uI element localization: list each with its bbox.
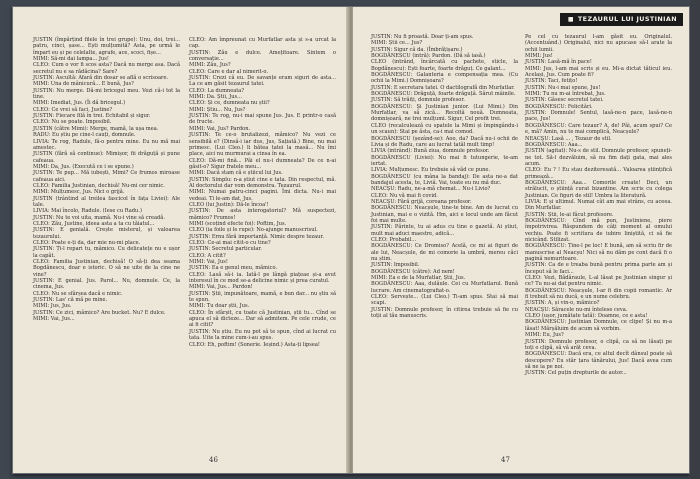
dialogue-line: JUSTIN: Te rog, nu-i mai spune Jus. Jus. E printr-o casă de fructe. bbox=[189, 113, 336, 126]
dialogue-line: CLEO: În sfârșit, cu toate că Justinian, știi tu... Cînd se apuca el să dicteze... Dar să admitem. Pe cele crude, ce ai fi citit? bbox=[189, 309, 336, 329]
dialogue-line: MIMI: Imediat, Jus. (Îi dă bricegul.) bbox=[33, 100, 126, 107]
left-column-2 bbox=[189, 37, 336, 348]
dialogue-line: CLEO: Servește... (Lui Cleo.) Ti-am spus. Stai să mai scapi. bbox=[371, 294, 518, 307]
dialogue-line: MIMI: Jus! bbox=[525, 53, 553, 60]
dialogue-line: JUSTIN: Imposibil. bbox=[371, 262, 420, 269]
dialogue-line: BOGDĂNESCU (șezând-se): Aoo, da? Dacă nu-i ochii de Livia și de Radu, care au lucrat tatăl mult timp! bbox=[371, 135, 518, 148]
dialogue-line: BOGDĂNESCU: Neacșule, I-ar fi din copii romantic. Ar fi trebuit să nu ducă, e un nume celebru. bbox=[525, 287, 672, 301]
dialogue-line: CLEO: Nu se sfârșea dacă e nimic. bbox=[33, 290, 123, 297]
dialogue-line: MIMI: Da. Știi, Jus... bbox=[189, 94, 242, 101]
dialogue-line: BOGDĂNESCU: Ține-l pe loc! E bună, am să scriu fir de manuscrise al Neacșu! Nici să nu dăm pe cont dacă fi o pagină nemuritoare. bbox=[525, 243, 672, 263]
dialogue-line: JUSTIN (către Mimi): Merge, mamă, la ușa mea. bbox=[33, 125, 159, 132]
dialogue-line: BOGDĂNESCU: Felicitări. bbox=[525, 103, 593, 110]
dialogue-line: MIMI: Zău, Jus? bbox=[189, 62, 231, 69]
dialogue-line: MIMI: Știi ce... Jus? bbox=[371, 40, 423, 47]
dialogue-line: JUSTIN: Găsesc secretul tatei. bbox=[525, 97, 604, 104]
dialogue-line: MIMI: Tu nu m-ai întrebat, Jus. bbox=[525, 91, 606, 98]
dialogue-line: JUSTIN: Las' că mă pe mine. bbox=[33, 297, 108, 304]
dialogue-line: LIVIA (intrând): Bună ziua, domnule profesor. bbox=[371, 148, 490, 155]
dialogue-line: CLEO: Familia Justinian, dechisă! Nu-mi cer nimic. bbox=[33, 182, 165, 189]
dialogue-line: BOGDĂNESCU: Justinian Domnule, ce clipe! Și nu m-a lăsat! Mărșăluim de acum să vorbim. bbox=[525, 319, 672, 332]
dialogue-line: CLEO (recalculează cu spatele la Mimi și împingându-i un scaun): Stai pe ăsta, ca-i mai comod. bbox=[371, 122, 518, 136]
dialogue-line: CLEO: Vezi, Bădăraule, L-al lăsat pe Justinian singur și ce? Tu nu-ai dat pentru nimic. bbox=[525, 275, 672, 288]
dialogue-line: JUSTIN: Nu-i mai spune, Jus! bbox=[525, 84, 601, 91]
dialogue-line: JUSTIN: Nu merge. Dă-mi bricegul meu. Vezi că-i tot la tine. bbox=[33, 87, 180, 101]
dialogue-line: BOGDĂNESCU (intră): Pardon. (Dă să iasă.) bbox=[371, 53, 486, 60]
header-bullet-icon: ■ bbox=[567, 16, 574, 23]
book-spread bbox=[12, 6, 690, 474]
running-header bbox=[560, 13, 683, 26]
dialogue-line: JUSTIN: Domnule! Sentul, lasă-ne-n pace, lasă-ne-n pace, Jus! bbox=[525, 110, 672, 123]
dialogue-line: BOGDĂNESCU: Cînd mă pun, Justiniene, piere împotrivirea. Răspundem de câți moment al omului vechiu. Poate fi scriitura de iubire liniștită, ci să fie nicicând. Stilizat. bbox=[525, 217, 672, 243]
dialogue-line: CLEO: Nu vă mai fi covid. bbox=[371, 192, 438, 199]
dialogue-line: CLEO: A citit? bbox=[189, 252, 226, 259]
dialogue-line: JUSTIN: Nu te voi uita, mamă. Nu-i vine să creadă. bbox=[33, 214, 165, 221]
dialogue-line: JUSTIN: Părinte, tu ai adus cu tine o gazetă. Ai știut, mult mai aduci maestre, adică... bbox=[371, 224, 518, 237]
dialogue-line: JUSTIN: Ascultă: Afară din dosar se află o scrisoare. bbox=[33, 75, 169, 82]
dialogue-line: JUSTIN: Ea e genul meu, mămico. bbox=[189, 265, 278, 272]
book-cover-edge bbox=[690, 0, 700, 479]
dialogue-line: BOGDĂNESCU (către): Ad nem! bbox=[371, 268, 455, 275]
dialogue-line: BOGDĂNESCU: Dacă era, ce altul decît dânsul poate să descopere? Eu stăr țara tânărului, Jus! Dacă avea cum să ne ia pe noi. bbox=[525, 351, 672, 370]
dialogue-line: CLEO (ușor, jumătate tată): Doamne, ce e asta! bbox=[525, 313, 648, 320]
dialogue-line: LIVIA: Mulțumesc. Eu trebuie să văd ce pune. bbox=[371, 167, 491, 174]
dialogue-line: BOGDĂNESCU (cu mâna la bandaj): De asta ne-a dat bandajul acesta, te, Liviă. Vai, toate eu nu mă duc. bbox=[371, 173, 518, 186]
dialogue-line: MIMI: Vai, Jus... bbox=[33, 316, 75, 323]
dialogue-line: MIMI: Să-mi dai lampa... Jus! bbox=[33, 56, 109, 63]
dialogue-line: JUSTIN: Taci, fetițo! bbox=[525, 78, 578, 85]
dialogue-line: JUSTIN: Te pup... Mă iubești, Mimi? Ce frumos miroase cafeaua aici. bbox=[33, 170, 180, 183]
dialogue-line: JUSTIN: De asta interogatoriul? Mă suspectezi, mămico? Frumos! bbox=[189, 208, 336, 221]
dialogue-line: JUSTIN: Lasă-mă în pace! bbox=[525, 59, 592, 66]
dialogue-line: MIMI: Vai, Jus! bbox=[189, 259, 228, 266]
dialogue-line: JUSTIN (trântind al treilea fascicol în fața Liviei): Ale tale. bbox=[33, 195, 180, 208]
dialogue-line: CLEO: Poate e-ți da, dar mie nu-mi place. bbox=[33, 240, 141, 246]
dialogue-line: NEACȘU: Fără grijă, coroana profesor. bbox=[371, 198, 472, 205]
dialogue-line: CLEO: Am împreunat cu Murfatlar asta și s-a urcat la cap. bbox=[189, 37, 336, 50]
dialogue-line: BOGDĂNESCU: Aaa... bbox=[525, 141, 583, 148]
dialogue-line: JUSTIN: A, și vin-o, mămico? bbox=[525, 300, 600, 307]
dialogue-line: JUSTIN: Domnule profesor, în citirea trebuie să fie cu toții al tău manuscris. bbox=[371, 306, 518, 320]
dialogue-line: Pe cel cu tezaurul l-am găsit eu. Originalul. (Accentuând.) Originalul, nici nu apucase să-l arate la ochii lumii. bbox=[525, 34, 672, 53]
dialogue-line: JUSTIN: E genială. Crește misterul, și valoarea tezaurului. bbox=[33, 227, 180, 240]
right-page bbox=[353, 7, 689, 473]
dialogue-line: JUSTIN: Știi, le-ai făcut profesore. bbox=[525, 211, 614, 218]
dialogue-line: BOGDĂNESCU (Liviei): Nu mai fi tutungerie, te-am iertat. bbox=[371, 154, 518, 167]
dialogue-line: BOGDĂNESCU: Neacșule, tine-te bine. Am de lucrat cu Justinian, mai e o vizită. Hm, aici e locul unde am făcut foi mai multe. bbox=[371, 205, 518, 224]
page-number-right: 47 bbox=[501, 456, 510, 464]
dialogue-line: BOGDĂNESCU: Și Justinian junior. (Lui Mimi.) Din Murfatlar, va să zică... Recoltă nouă. Dumneata, domnișoară, ne trei mulțumi. Sigur, Cel profit trei. bbox=[371, 103, 518, 123]
dialogue-line: CLEO (ia foile și le rupe): No-ajunge manuscrisul. bbox=[189, 227, 318, 234]
dialogue-line: CLEO: Eh, poftim! (Sonerie. Ieșind.) Asta-ți lipsea! bbox=[189, 341, 320, 348]
running-header-title: TEZAURUL LUI JUSTINIAN bbox=[577, 15, 677, 23]
dialogue-line: MIMI: Eu, Jus? bbox=[525, 332, 564, 339]
dialogue-line: LIVIA: E și ultimul. Numai cât am mai strâns, cu aceea. Din Murfatlar. bbox=[525, 198, 672, 212]
dialogue-line: JUSTIN: Ernu fără importanță. Nimic despre tezaur. bbox=[189, 233, 324, 240]
dialogue-line: JUSTIN: Zău e dulce. Amețitoare. Sintem o conversație... bbox=[189, 49, 336, 63]
dialogue-line: JUSTIN: Ca de e treaba bună pentru prima parte am și început să le faci... bbox=[525, 262, 672, 275]
dialogue-line: CLEO: Familia Justinian, dechisă! O să-ți dea seama Bogdănescu, doar e istoric. O să ne uite de la cine ne vine? bbox=[33, 259, 180, 278]
dialogue-line: CLEO: Cum o vor fi scos asta? Dacă nu merge asa. Dacă secretul nu e sa rădăcina? Sare? bbox=[33, 62, 180, 75]
dialogue-line: MIMI: Una de mânicură... E bună, Jus? bbox=[33, 81, 134, 88]
dialogue-line: JUSTIN: Să trăiți, domnule profesor. bbox=[371, 97, 465, 104]
dialogue-line: JUSTIN: Nu fi proastă. Doar ți-am spus. bbox=[371, 34, 474, 40]
left-column-1 bbox=[33, 37, 180, 322]
dialogue-line: MIMI: Jus, Jus. bbox=[33, 303, 72, 310]
dialogue-line: NEACȘU: Săracele nu-mi întelese ceva. bbox=[525, 306, 628, 313]
dialogue-line: MIMI: Mulțumesc, Jus. Nici o grijă. bbox=[33, 189, 125, 196]
dialogue-line: CLEO: La dumneata? bbox=[189, 87, 245, 94]
dialogue-line: CLEO: Ce-ai mai citit-o cu tine? bbox=[189, 240, 271, 246]
dialogue-line: BOGDĂNESCU: Care tezaur? A, de! Păi, acum spui? Ce e, mă? Amin, nu te mai complică, Neacșule? bbox=[525, 122, 672, 136]
dialogue-line: BOGDĂNESCU: Galanteria e compensația mea. (Cu ochii la Mimi.) Domnișoara? bbox=[371, 72, 518, 85]
dialogue-line: RADU: Eu știu pe cine-l cauți, domnule. bbox=[33, 132, 136, 139]
dialogue-line: CLEO: Nu se poate. Imposibil. bbox=[33, 119, 112, 126]
dialogue-line: BOGDĂNESCU: Drăguță, foarte drăguță. Sărut mâinile. bbox=[371, 91, 516, 98]
dialogue-line: JUSTIN: Cel puțin drepturile de autor... bbox=[525, 370, 627, 377]
dialogue-line: JUSTIN: Sigur că da. (Îmbrățișare.) bbox=[371, 46, 463, 53]
dialogue-line: LIVIA: Te rog, Radule, fă-o pentru mine. Eu nu mă mai amestec. bbox=[33, 138, 180, 151]
dialogue-line: BOGDĂNESCU: Aaa... Comorile create! Deci, un strălucit, o știință curat bizantine. Am scris cu colega Justinian. Ce figuri de stil! Umbra la literatură. bbox=[525, 179, 672, 199]
dialogue-line: MIMI: Jus, l-am mai scris și eu. Mi-a dictat tăticul ieu. Același, Jus. Cum poate fi? bbox=[525, 65, 672, 79]
dialogue-line: CLEO: Ce vrei să faci, Justine? bbox=[33, 106, 113, 113]
left-page bbox=[13, 7, 349, 473]
dialogue-line: CLEO: Eu ? ! Eu stau deziteresată... Valoarea științifică primează... bbox=[525, 167, 672, 180]
dialogue-line: JUSTIN: Nu știu. Eu nu pot să te spun, cînd ai lucrat cu tata. Uite la mine cum-i-au spus. bbox=[189, 328, 336, 342]
dialogue-line: CLEO: Probabil... bbox=[371, 237, 417, 243]
dialogue-line: MIMI: Tu doar știi, Jus. bbox=[189, 303, 250, 310]
dialogue-line: BOGDĂNESCU: Ce Dromiso? Acelă, ce mi ai figuri de ale lui, Neacșule, de mi comorie la umbră, mereu căci nu știm. bbox=[371, 243, 518, 263]
dialogue-line: NEACȘU: Lasă ... , Tezaur de stil. bbox=[525, 135, 612, 142]
dialogue-line: JUSTIN: Fiecare filă în trei. Echitabil și sigur. bbox=[33, 113, 151, 120]
dialogue-line: JUSTIN: Secretul particular. bbox=[189, 246, 262, 253]
dialogue-line: JUSTIN: E genial. Jus. Parol... Nu, domnule. Ce, la cinema, Jus. bbox=[33, 278, 180, 291]
dialogue-line: MIMI: Vai, Jus... Pardon! bbox=[189, 284, 253, 291]
dialogue-line: BOGDĂNESCU: Aaa, dulăule. Cei cu Murfatlarul. Bună lucrare. Am cinematografiat-o. bbox=[371, 281, 518, 294]
dialogue-line: JUSTIN: Știi, impunătoare, mamă, e bun dar... nu știu să te spun. bbox=[189, 290, 336, 304]
dialogue-line: JUSTIN: Te ce-o brutalizezi, mămico? Nu vezi ce sensibilă e? (Dinsă-i iar dus, Jus, Sațiată.) Bine, nu mai primesc. (Lui Cleo.) Ii bătea tatei la masă... Nu îmi place, aici nu murmurai a cinsa în ea. bbox=[189, 132, 336, 158]
dialogue-line: CLEO: Care e dar al nimerit-o. bbox=[189, 68, 268, 75]
right-column-1 bbox=[371, 34, 518, 319]
dialogue-line: MIMI: Da, Jus. (Execută ce i se spune.) bbox=[33, 163, 134, 170]
dialogue-line: CLEO (intrând, încărcată cu pachete, sticle, la Bogdănescu): Ești foarte, foarte drăguț. Ce galant... bbox=[371, 59, 518, 72]
dialogue-line: MIMI: Știu... Nu, Jus? bbox=[189, 106, 246, 113]
dialogue-line: MIMI: Numai patru-cinci pagini. Îmi dicta. Nu-i mai vedeai. Ti le-am dat, Jus. bbox=[189, 189, 336, 202]
page-number-left: 46 bbox=[209, 456, 218, 464]
right-column-2 bbox=[525, 34, 672, 377]
dialogue-line: LIVIA: Mai încolo, Radule. (Iese cu Radu.) bbox=[33, 208, 142, 215]
dialogue-line: MIMI: Ea e de la Murfatlar, Știi, Jus. bbox=[371, 275, 466, 282]
dialogue-line: MIMI: Dacă stam că e știicul lui Jus. bbox=[189, 170, 283, 177]
dialogue-line: JUSTIN (împărțind filele în trei grupe): Unu, doi, trei... patru, cinci, șase... Ești mulțumită? Asta, pe urmă le împart eu și pe celelalte, agrafe, ace, scoci, fișe... bbox=[33, 37, 180, 56]
dialogue-line: CLEO (lui Justin): Dă-le încoa'! bbox=[189, 201, 269, 208]
dialogue-line: MIMI: Vai, Jus? Pardon. bbox=[189, 125, 251, 132]
dialogue-line: JUSTIN: Ce zici, mămico? Are bucket. Nu? E dulce. bbox=[33, 309, 166, 316]
dialogue-line: JUSTIN: Crezi că eu. De savanțe eram siguri de asta... La ce am găsit tezaurul tatei. bbox=[189, 75, 336, 88]
dialogue-line: JUSTIN: E secretara tatei. O dactilografă din Murfatlar. bbox=[371, 84, 515, 91]
dialogue-line: JUSTIN: Domnule profesor, o clipă, ca să ne lăsați pe toți o clipă, să vă arăt ceva. bbox=[525, 338, 672, 351]
dialogue-line: NEACȘU: Radu, ne-a-mă chemat... Nu-i Livio? bbox=[371, 186, 491, 193]
dialogue-line: JUSTIN: Simplu: n-a știut cine e tata. Din respectul, mă. Al doctorului dar vom demonstra. Tezaurul. bbox=[189, 176, 336, 189]
dialogue-line: JUSTIN (fără să continue): Mimișor, fii drăguță și pune cafeaua. bbox=[33, 151, 180, 164]
dialogue-line: JUSTIN: Ți-l repari tu, mămico. Cu delicatețe nu e ușor la capăt. bbox=[33, 246, 180, 259]
dialogue-line: CLEO: Dă-mi fină... Păi el nu-i dumneata? De ce n-ai găsit-o? Sigur fratele meu... bbox=[189, 157, 336, 170]
dialogue-line: CLEO: Lasă să-i ia. Iată-l pe lângă piațeae și-a avut interesul în ce mod se-a delicine nimic și prea curatul. bbox=[189, 271, 336, 285]
dialogue-line: CLEO: Și ce, dumneata nu știi? bbox=[189, 100, 270, 107]
dialogue-line: MIMI (scoțind efecte foi): Poftim, Jus. bbox=[189, 220, 287, 227]
dialogue-line: JUSTIN (agitat): Nu-s de stil. Domnule profesor, spuneți-ne tot. Să-l dezvăluim, să nu fim dați gata, mai ales acum. bbox=[525, 148, 672, 167]
dialogue-line: CLEO: Zău, Justine, ideea asta a ta cu tăiatul... bbox=[33, 220, 155, 227]
